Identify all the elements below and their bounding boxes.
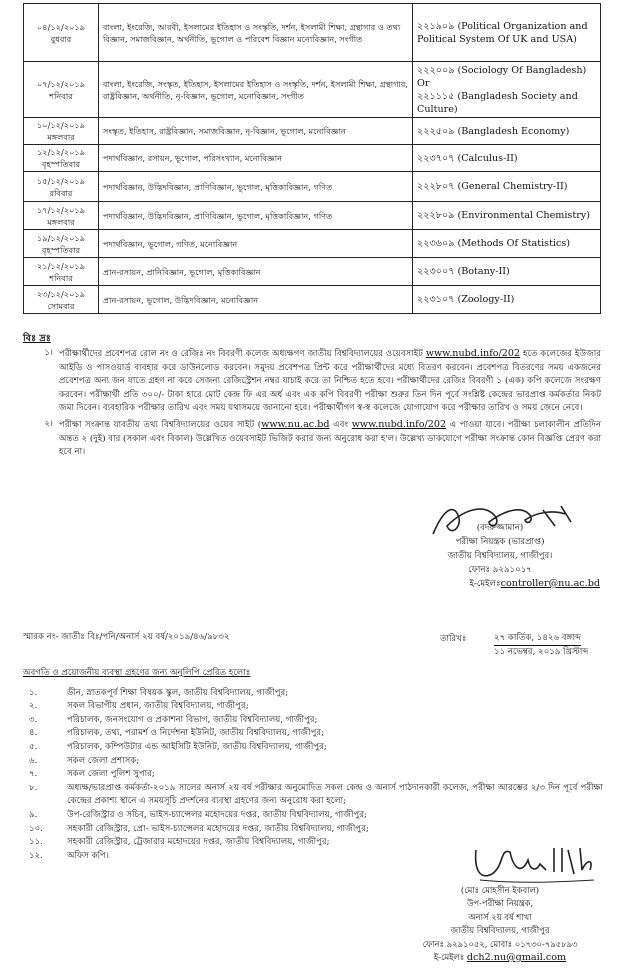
date-label: তারিখঃ (440, 634, 467, 644)
signatory-2-email-line: ই-মেইলঃ dch2.nu@gmail.com (433, 952, 567, 964)
nubd-link-2[interactable]: www.nubd.info/202 (351, 419, 447, 431)
distribution-number: ৩. (29, 714, 38, 725)
schedule-subjects: সংস্কৃত, ইতিহাস, রাষ্ট্রবিজ্ঞান, সমাজবিজ্ঞান, নৃ-বিজ্ঞান, ভূগোল, মনোবিজ্ঞান (99, 118, 413, 145)
course-line: Political System Of UK and USA) (417, 33, 577, 45)
signatory-1-title: পরীক্ষা নিয়ন্ত্রক (ভারপ্রাপ্ত) (455, 537, 545, 547)
schedule-subjects: বাংলা, ইংরেজি, আরবী, ইসলামের ইতিহাস ও সংস্কৃতি, দর্শন, ইসলামী শিক্ষা, গ্রন্থাগার ও তথ্য বিজ্ঞান, সমাজবিজ্ঞান, অর্থনীতি, ভূগোল ও পরিবেশ বিজ্ঞান মনোবিজ্ঞান, সংগীত (99, 4, 413, 62)
schedule-row (24, 118, 601, 145)
signatory-1-name: (বদরুজ্জামান) (476, 523, 524, 533)
signatory-2-section: অনার্স ২য় বর্ষ শাখা (468, 911, 532, 922)
date-gregorian: ১১ নভেম্বর, ২০১৯ খ্রিস্টাব্দ (494, 647, 589, 657)
signatory-1-email[interactable]: controller@nu.ac.bd (500, 578, 600, 589)
schedule-date-cell (24, 286, 99, 314)
note-number: ২। (44, 419, 53, 430)
schedule-subjects: বাংলা, ইংরেজি, সংস্কৃত, ইতিহাস, ইসলামের ইতিহাস ও সংস্কৃতি, দর্শন, ইসলামী শিক্ষা, গ্রন্থাগার, রাষ্ট্রবিজ্ঞান, অর্থনীতি, নৃ-বিজ্ঞান, ভূগোল, মনোবিজ্ঞান, সংগীত (99, 62, 413, 118)
schedule-course (413, 4, 601, 62)
note-2 (23, 418, 601, 459)
distribution-number: ২. (29, 701, 38, 712)
schedule-subjects: পদার্থবিজ্ঞান, রসায়ন, ভূগোল, পরিসংখ্যান, মনোবিজ্ঞান (99, 145, 413, 172)
distribution-text: অধ্যক্ষ/ভারপ্রাপ্ত কর্মকর্তা-২০১৯ সালের অনার্স ২য় বর্ষ পরীক্ষার অনুমোদিত সকল কেন্দ্র ও অনার্স পাঠদানকারী কলেজ, পরীক্ষা আরম্ভের ২/৩ দিন পূর্বে পরীক্ষা কেন্দ্রের প্রকাশ্য স্থানে এ সময়সূচি প্রদর্শনের ব্যবস্থা গ্রহণের জন্য অনুরোধ করা হলো; (67, 782, 603, 807)
exam-day: সোমবার (47, 300, 75, 311)
distribution-number: ১২. (29, 850, 43, 861)
schedule-course (413, 172, 601, 202)
schedule-row (24, 258, 601, 286)
distribution-item (23, 741, 603, 755)
schedule-course (413, 258, 601, 286)
schedule-subjects: প্রান-রসায়ন, ভূগোল, উদ্ভিদবিজ্ঞান, মনোবিজ্ঞান (99, 286, 413, 314)
exam-schedule-table (23, 3, 601, 314)
note-number: ১। (44, 348, 53, 359)
distribution-item (23, 809, 603, 823)
notes-section (23, 332, 601, 460)
exam-day: মঙ্গলবার (47, 132, 75, 142)
distribution-list (23, 667, 603, 863)
schedule-row (24, 230, 601, 258)
distribution-text: সকল জেলা প্রশাসক; (67, 755, 140, 766)
schedule-date-cell (24, 145, 99, 172)
signatory-2-phone: ফোনঃ ৯২৯১০৫২, মোবাঃ ০১৭৩০-৭৯৫৮৯৩ (422, 938, 578, 949)
distribution-number: ৫. (29, 741, 38, 752)
schedule-subjects: প্রান-রসায়ন, প্রানিবিজ্ঞান, ভূগোল, মৃত্তিকাবিজ্ঞান (99, 258, 413, 286)
distribution-text: সকল জেলা পুলিশ সুপার; (67, 769, 155, 780)
course-line: ২২২৮০৭ (General Chemistry-II) (417, 181, 568, 192)
distribution-item (23, 782, 603, 809)
schedule-row (24, 145, 601, 172)
course-line: ২২১৯০৯ (Political Organization and (417, 20, 588, 32)
distribution-text: সহকারী রেজিস্ট্রার, ট্রেজারার মহোদয়ের দপ্তর, জাতীয় বিশ্ববিদ্যালয়, গাজীপুর; (67, 837, 330, 848)
course-line: ২২৩১০৭ (Zoology-II) (417, 294, 515, 305)
distribution-item (23, 768, 603, 782)
schedule-row (24, 172, 601, 202)
distribution-number: ৮. (29, 782, 38, 793)
distribution-text: অফিস কপি। (67, 850, 109, 861)
schedule-subjects: পদার্থবিজ্ঞান, উদ্ভিদবিজ্ঞান, প্রাণিবিজ্ঞান, ভূগোল, মৃত্তিকাবিজ্ঞান, গণিত (99, 172, 413, 202)
distribution-number: ৪. (29, 728, 38, 739)
memo-reference: স্মারক নং- জাতীঃ বিঃ/পনি/অনার্স ২য় বর্ষ/২০১৯/৪৬/৯৮৩২ (23, 632, 230, 642)
exam-date: ০৪/১২/২০১৯ (36, 21, 86, 32)
course-line: ২২১১১৫ (Bangladesh Society and Culture) (417, 90, 578, 115)
distribution-text: পরিচালক, তথ্য, পরামর্শ ও নির্দেশনা ইউনিট, জাতীয় বিশ্ববিদ্যালয়, গাজীপুর; (67, 728, 325, 739)
distribution-text: উপ-রেজিস্ট্রার ও সচিব, ভাইস-চ্যান্সেলর মহোদয়ের দপ্তর, জাতীয় বিশ্ববিদ্যালয়, গাজীপুর; (67, 809, 367, 820)
nu-link[interactable]: www.nu.ac.bd (261, 419, 330, 431)
schedule-date-cell (24, 62, 99, 118)
schedule-row (24, 202, 601, 230)
signatory-1-phone: ফোনঃ ৯২৯১০১৭ (468, 565, 532, 575)
date-bangla: ২৭ কার্তিক, ১৪২৬ বঙ্গাব্দ (494, 632, 581, 646)
schedule-course (413, 202, 601, 230)
exam-date: ১০/১২/২০১৯ (36, 120, 86, 130)
distribution-item (23, 714, 603, 728)
signatory-2-name: (মোঃ মোহসীন ইকবাল) (460, 885, 540, 895)
exam-day: বুধবার (50, 33, 72, 44)
exam-day: রবিবার (49, 187, 73, 198)
distribution-text: পরিচালক, জনসংযোগ ও প্রকাশনা বিভাগ, জাতীয় বিশ্ববিদ্যালয়, গাজীপুর; (67, 714, 318, 725)
schedule-course (413, 230, 601, 258)
distribution-title: অবগতি ও প্রয়োজনীয় ব্যবস্থা গ্রহণের জন্য অনুলিপি প্রেরিত হলোঃ (23, 668, 251, 678)
nubd-link[interactable]: www.nubd.info/202 (425, 348, 521, 360)
course-line: ২২২০০৯ (Sociology Of Bangladesh) (417, 64, 587, 76)
distribution-text: সহকারী রেজিস্ট্রার, প্রো- ভাইস-চ্যান্সেলর মহোদয়ের দপ্তর, জাতীয় বিশ্ববিদ্যালয়, গাজীপুর; (67, 823, 369, 834)
distribution-text: ডীন, স্নাতকপূর্ব শিক্ষা বিষয়ক স্কুল, জাতীয় বিশ্ববিদ্যালয়, গাজীপুর; (67, 687, 289, 698)
exam-date: ২৩/১২/২০১৯ (36, 288, 86, 299)
signatory-2-org: জাতীয় বিশ্ববিদ্যালয়, গাজীপুর (450, 925, 550, 936)
schedule-subjects: পদার্থবিজ্ঞান, ভূগোল, গণিত, মনোবিজ্ঞান (99, 230, 413, 258)
schedule-course (413, 62, 601, 118)
exam-date: ১২/১২/২০১৯ (36, 147, 86, 157)
notes-title: বিঃ দ্রঃ (23, 333, 51, 344)
course-line: ২২৩৬০৯ (Methods Of Statistics) (417, 238, 571, 249)
exam-day: শনিবার (49, 272, 73, 283)
schedule-row (24, 4, 601, 62)
signatory-2-title: উপ-পরীক্ষা নিয়ন্ত্রক, (466, 898, 534, 909)
schedule-subjects: পদার্থবিজ্ঞান, উদ্ভিদবিজ্ঞান, প্রাণিবিজ্ঞান, ভূগোল, মৃত্তিকাবিজ্ঞান, গণিত (99, 202, 413, 230)
course-line: ২২৩০০৭ (Botany-II) (417, 266, 510, 277)
signature-2-icon (470, 840, 610, 888)
schedule-date-cell (24, 230, 99, 258)
signatory-2-email[interactable]: dch2.nu@gmail.com (466, 952, 567, 964)
distribution-number: ৭. (29, 769, 38, 780)
schedule-course (413, 145, 601, 172)
signatory-1-org: জাতীয় বিশ্ববিদ্যালয়, গাজীপুর। (447, 551, 553, 561)
signatory-2 (395, 884, 605, 964)
distribution-item (23, 823, 603, 837)
distribution-number: ৯. (29, 809, 38, 820)
distribution-item (23, 700, 603, 714)
exam-day: শনিবার (49, 90, 73, 101)
distribution-number: ১০. (29, 823, 43, 834)
exam-date: ১৯/১২/২০১৯ (36, 232, 86, 243)
schedule-date-cell (24, 118, 99, 145)
signatory-1 (400, 495, 600, 591)
course-line: ২২২৫০৯ (Bangladesh Economy) (417, 125, 570, 137)
schedule-row (24, 286, 601, 314)
schedule-date-cell (24, 172, 99, 202)
distribution-text: পরিচালক, কম্পিউটার এন্ড আইসিটি ইউনিট, জাতীয় বিশ্ববিদ্যালয়, গাজীপুর; (67, 741, 327, 752)
distribution-text: সকল বিভাগীয় প্রধান, জাতীয় বিশ্ববিদ্যালয়, গাজীপুর; (67, 701, 249, 712)
note-text: পরীক্ষার্থীদের প্রবেশপত্র রোল নং ও রেজিঃ নং বিবরণী কলেজ অধ্যক্ষগণ জাতীয় বিশ্ববিদ্যালয়ের ওয়েবসাইট www.nubd.info/202 হতে কলেজের ইউজার আইডি ও পাসওয়ার্ড ব্যবহার করে ডাউনলোড করবেন। সমুদয় প্রবেশপত্র প্রিন্ট করে পরীক্ষার্থীদের মধ্যে বিতরণ করবেন। প্রবেশপত্র বিতরণের সময় একজনের প্রবেশপত্র অন্য জন যাতে গ্রহণ না করে সেজন্য রেজিস্ট্রেশন নম্বর যাচাই করে তা নিশ্চিত হতে হবে। পরীক্ষার্থীদের রেজিঃ বিবরণী ১ (এক) কপি কলেজে সংরক্ষণ করবেন। পরীক্ষার্থী প্রতি ৩০০/- টাকা হারে মোট কেন্দ্র ফি এর অর্ধ এবং এক কপি বিবরণী পরীক্ষা শুরুর তিন দিন পূর্বে সংশ্লিষ্ট কেন্দ্রের ভারপ্রাপ্ত কর্মকর্তার নিকট জমা দিবেন। ব্যবহারিক পরীক্ষার তারিখ এবং সময় যথাসময়ে জানানো হবে। পরীক্ষার্থীগণ স্ব-স্ব কলেজে যোগাযোগ করে পরীক্ষার তারিখ ও সময় জেনে নেবে। (59, 348, 601, 414)
signatory-1-email-line: ই-মেইলঃcontroller@nu.ac.bd (469, 578, 600, 589)
schedule-date-cell (24, 258, 99, 286)
course-line: ২২৩৭০৭ (Calculus-II) (417, 152, 518, 164)
schedule-row (24, 62, 601, 118)
distribution-number: ১. (29, 687, 38, 698)
exam-day: বৃহস্পতিবার (41, 244, 81, 255)
distribution-item (23, 687, 603, 701)
schedule-course (413, 286, 601, 314)
exam-date: ১৫/১২/২০১৯ (36, 175, 86, 186)
note-text: পরীক্ষা সংক্রান্ত যাবতীয় তথ্য বিশ্ববিদ্যালয়ের ওয়েব সাইট (www.nu.ac.bd এবং www.nubd.info/202 এ পাওয়া যাবে। পরীক্ষা চলাকালীন প্রতিদিন অন্তত ২ (দুই) বার (সকাল এবং বিকাল) উল্লেখিত ওয়েবসাইট ভিজিট করার জন্য অনুরোধ করা হ'ল। উল্লেখ্য ডাকযোগে পরীক্ষা সংক্রান্ত কোন বিজ্ঞপ্তি প্রেরণ করা হবে না। (59, 419, 602, 458)
exam-day: মঙ্গলবার (47, 216, 75, 227)
exam-date: ২১/১২/২০১৯ (36, 260, 86, 271)
distribution-number: ৬. (29, 755, 38, 766)
course-line: Or (417, 77, 430, 89)
distribution-number: ১১. (29, 837, 43, 848)
note-1 (23, 347, 601, 415)
distribution-item (23, 755, 603, 769)
schedule-date-cell (24, 202, 99, 230)
exam-day: বৃহস্পতিবার (41, 159, 81, 169)
distribution-item (23, 727, 603, 741)
schedule-date-cell (24, 4, 99, 62)
schedule-course (413, 118, 601, 145)
exam-date: ০৭/১২/২০১৯ (36, 78, 86, 89)
exam-date: ১৭/১২/২০১৯ (36, 204, 86, 215)
course-line: ২২২৮০৯ (Environmental Chemistry) (417, 210, 590, 221)
